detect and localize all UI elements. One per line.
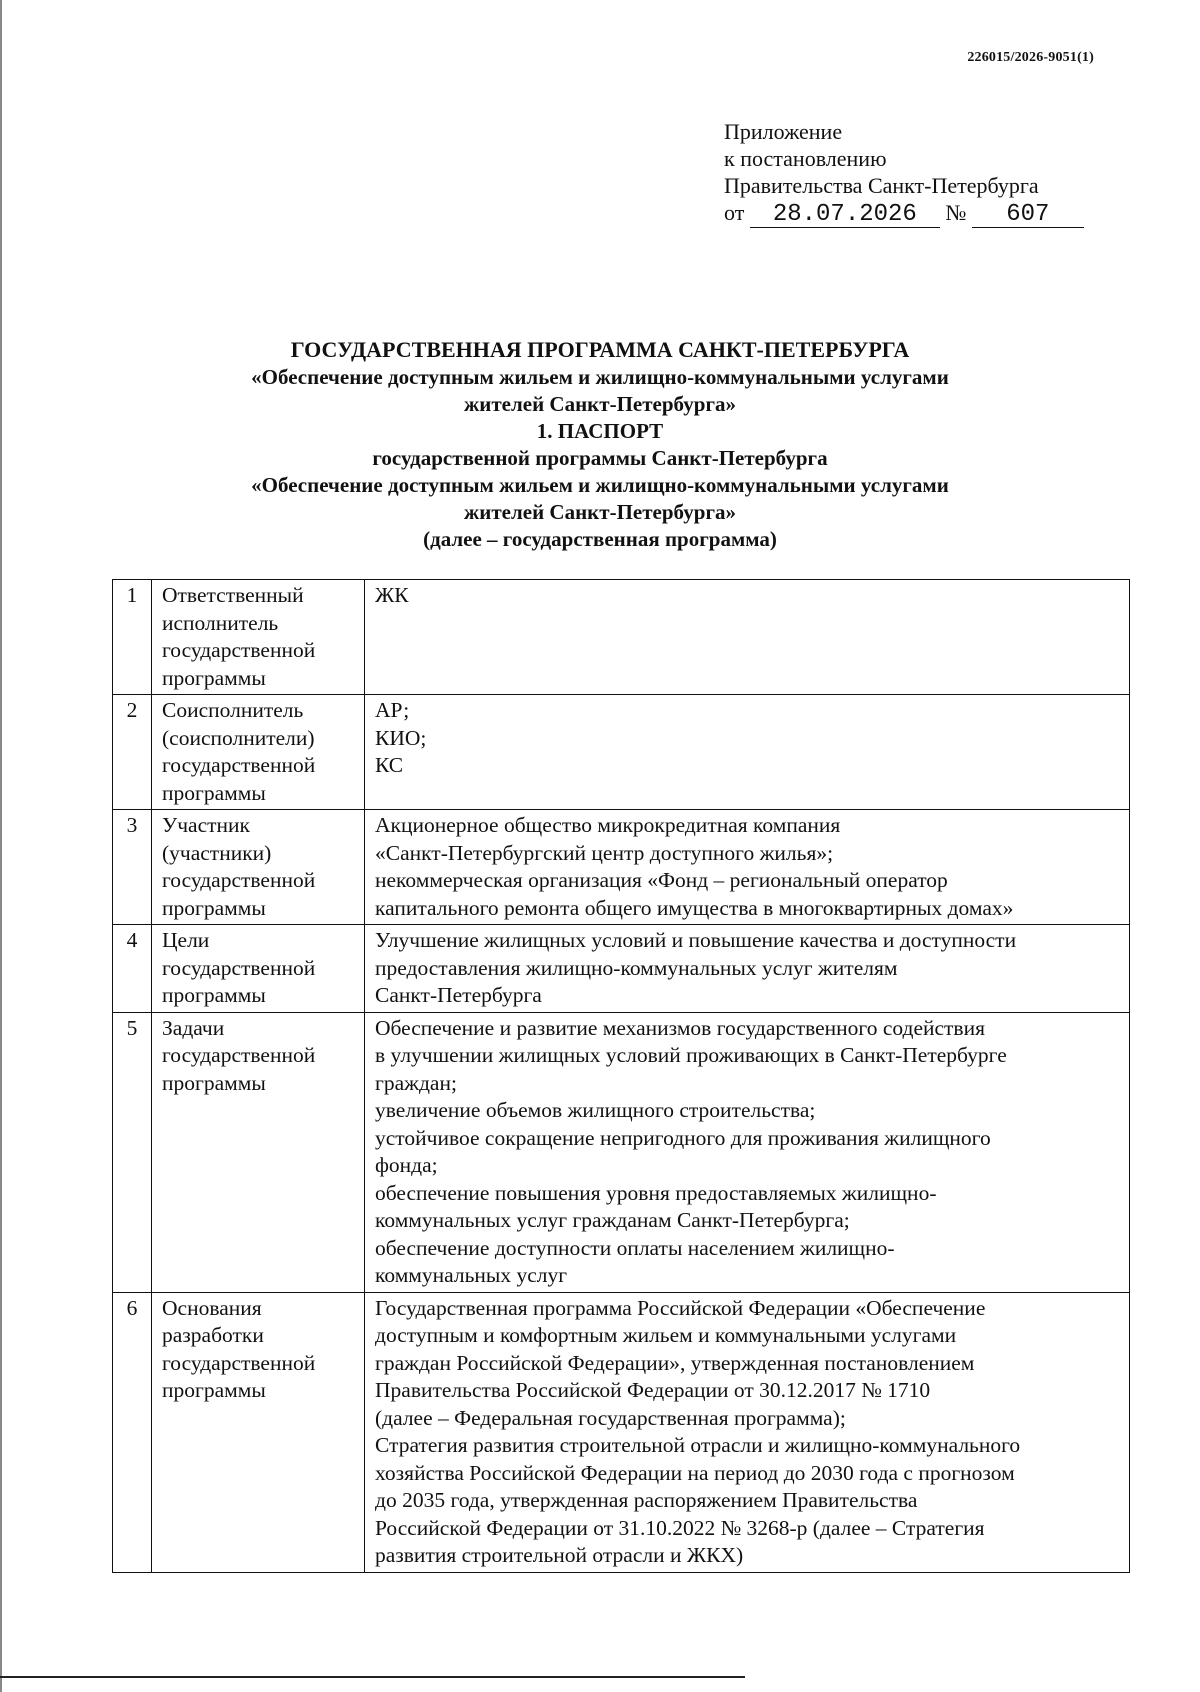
row-label-line: (соисполнители) xyxy=(162,725,315,750)
scan-left-edge xyxy=(0,0,2,1692)
appendix-date-line xyxy=(724,199,1084,228)
passport-table-body xyxy=(113,580,1130,1573)
row-label-line: разработки xyxy=(162,1323,264,1347)
program-note: (далее – государственная программа) xyxy=(423,527,777,551)
main-title: ГОСУДАРСТВЕННАЯ ПРОГРАММА САНКТ-ПЕТЕРБУРГА xyxy=(290,337,910,362)
row-content-line: граждан; xyxy=(375,1070,457,1095)
row-content-line: в улучшении жилищных условий проживающих в Санкт-Петербурге xyxy=(375,1043,1007,1067)
row-label-line: Ответственный xyxy=(162,583,304,607)
row-label-line: программы xyxy=(162,1378,266,1402)
row-content xyxy=(365,695,1130,810)
row-label-line: государственной xyxy=(162,1350,316,1375)
row-content-line: Государственная программа Российской Федерации «Обеспечение xyxy=(375,1295,986,1320)
row-content-line: КИО; xyxy=(375,725,427,750)
program-name-line-4: жителей Санкт-Петербурга» xyxy=(464,500,736,524)
table-row xyxy=(113,810,1130,925)
row-number: 4 xyxy=(113,925,152,1013)
row-label-line: государственной xyxy=(162,753,316,777)
passport-table xyxy=(112,579,1130,1573)
table-row xyxy=(113,1292,1130,1572)
row-label-line: программы xyxy=(162,665,266,690)
row-content-line: предоставления жилищно-коммунальных услуг жителям xyxy=(375,955,898,980)
row-content-line: (далее – Федеральная государственная программа); xyxy=(375,1405,846,1430)
row-content-line: до 2035 года, утвержденная распоряжением Правительства xyxy=(375,1488,918,1512)
program-name-line-1: «Обеспечение доступным жильем и жилищно-коммунальными услугами xyxy=(251,365,949,389)
appendix-line-2: к постановлению xyxy=(724,146,887,171)
row-label-line: программы xyxy=(162,780,266,805)
row-label-line: государственной xyxy=(162,955,316,980)
row-number: 2 xyxy=(113,695,152,810)
row-content-line: Обеспечение и развитие механизмов государственного содействия xyxy=(375,1015,985,1040)
appendix-block xyxy=(724,118,1084,228)
row-label xyxy=(152,695,365,810)
row-label-line: Цели xyxy=(162,928,210,952)
row-content-line: развития строительной отрасли и ЖКХ) xyxy=(375,1543,744,1567)
row-label-line: (участники) xyxy=(162,840,272,865)
row-content-line: КС xyxy=(375,753,404,777)
row-number: 6 xyxy=(113,1292,152,1572)
program-name-line-3: «Обеспечение доступным жильем и жилищно-коммунальными услугами xyxy=(251,473,949,497)
row-content-line: некоммерческая организация «Фонд – региональный оператор xyxy=(375,868,948,892)
row-content-line: Правительства Российской Федерации от 30.12.2017 № 1710 xyxy=(375,1378,931,1402)
row-label-line: государственной xyxy=(162,638,316,662)
row-content-line: фонда; xyxy=(375,1153,438,1177)
row-label-line: исполнитель xyxy=(162,610,279,635)
program-name-line-2: жителей Санкт-Петербурга» xyxy=(464,392,736,416)
row-content-line: обеспечение повышения уровня предоставляемых жилищно- xyxy=(375,1180,937,1205)
table-row xyxy=(113,695,1130,810)
row-content-line: устойчивое сокращение непригодного для проживания жилищного xyxy=(375,1125,991,1150)
row-content-line: ЖК xyxy=(375,583,409,607)
number-label: № xyxy=(945,200,967,225)
row-label xyxy=(152,810,365,925)
row-content xyxy=(365,580,1130,695)
row-content xyxy=(365,1012,1130,1292)
row-number: 1 xyxy=(113,580,152,695)
row-content-line: Санкт-Петербурга xyxy=(375,983,542,1007)
row-content-line: увеличение объемов жилищного строительства; xyxy=(375,1098,816,1122)
row-label-line: программы xyxy=(162,983,266,1007)
row-label xyxy=(152,580,365,695)
row-label-line: программы xyxy=(162,895,266,920)
row-label-line: государственной xyxy=(162,868,316,892)
row-label-line: программы xyxy=(162,1070,266,1095)
document-registration-number: 226015/2026-9051(1) xyxy=(967,50,1094,65)
row-content-line: доступным и комфортным жильем и коммунальными услугами xyxy=(375,1323,957,1347)
row-number: 3 xyxy=(113,810,152,925)
row-content-line: коммунальных услуг xyxy=(375,1263,568,1287)
row-label-line: Соисполнитель xyxy=(162,698,304,722)
row-content-line: Российской Федерации от 31.10.2022 № 3268-р (далее – Стратегия xyxy=(375,1515,985,1540)
row-label xyxy=(152,1012,365,1292)
row-content-line: обеспечение доступности оплаты населением жилищно- xyxy=(375,1235,895,1260)
row-content-line: АР; xyxy=(375,698,410,722)
row-label xyxy=(152,1292,365,1572)
row-content-line: «Санкт-Петербургский центр доступного жилья»; xyxy=(375,840,834,865)
row-label-line: Задачи xyxy=(162,1015,225,1040)
passport-subtitle: государственной программы Санкт-Петербурга xyxy=(372,446,828,470)
row-content xyxy=(365,1292,1130,1572)
row-number: 5 xyxy=(113,1012,152,1292)
row-content-line: Улучшение жилищных условий и повышение качества и доступности xyxy=(375,928,1017,952)
row-content-line: Акционерное общество микрокредитная компания xyxy=(375,813,841,837)
row-label xyxy=(152,925,365,1013)
scan-bottom-edge xyxy=(0,1676,745,1678)
table-row xyxy=(113,925,1130,1013)
appendix-line-1: Приложение xyxy=(724,119,843,144)
appendix-line-3: Правительства Санкт-Петербурга xyxy=(724,173,1039,198)
row-content-line: граждан Российской Федерации», утвержденная постановлением xyxy=(375,1350,975,1375)
row-content xyxy=(365,810,1130,925)
row-content-line: коммунальных услуг гражданам Санкт-Петербурга; xyxy=(375,1208,850,1232)
table-row xyxy=(113,580,1130,695)
resolution-number: 607 xyxy=(972,203,1084,228)
from-label: от xyxy=(724,200,745,225)
resolution-date: 28.07.2026 xyxy=(750,203,940,228)
row-content-line: хозяйства Российской Федерации на период до 2030 года с прогнозом xyxy=(375,1460,1015,1485)
row-content xyxy=(365,925,1130,1013)
section-title: 1. ПАСПОРТ xyxy=(536,419,664,443)
row-content-line: капитального ремонта общего имущества в многоквартирных домах» xyxy=(375,895,1014,920)
row-label-line: Участник xyxy=(162,813,250,837)
row-label-line: государственной xyxy=(162,1043,316,1067)
row-label-line: Основания xyxy=(162,1295,262,1320)
title-block xyxy=(0,336,1200,553)
row-content-line: Стратегия развития строительной отрасли и жилищно-коммунального xyxy=(375,1433,1021,1457)
table-row xyxy=(113,1012,1130,1292)
